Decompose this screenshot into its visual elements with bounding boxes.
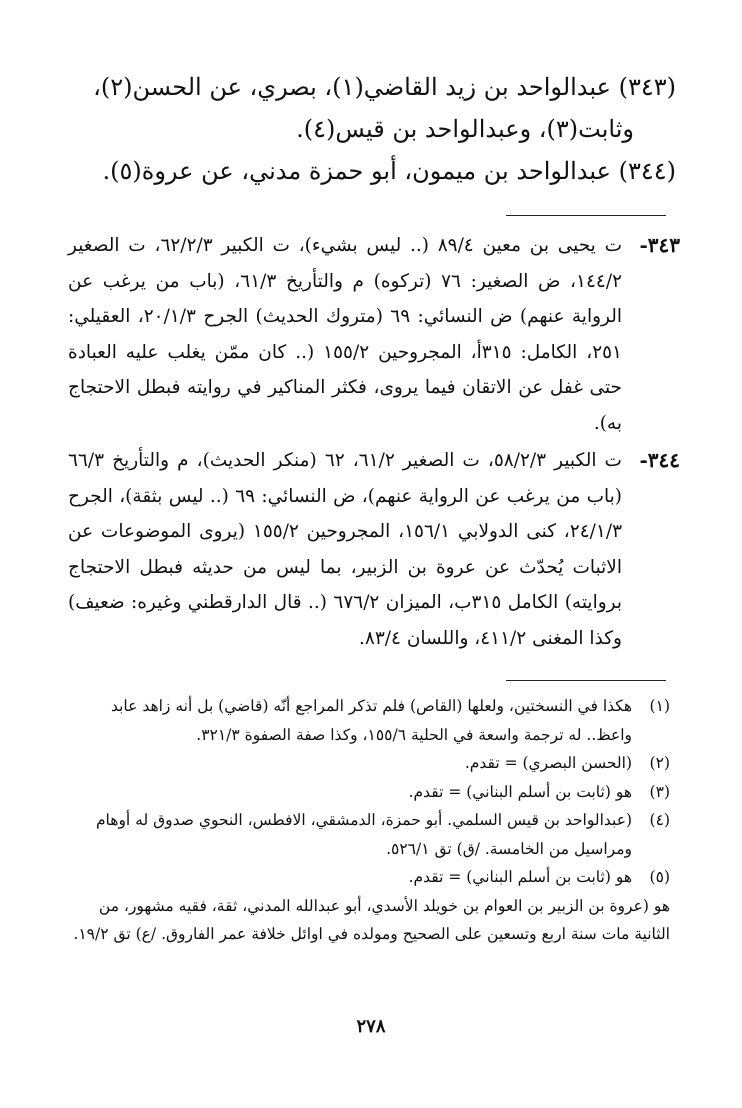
entry-344: [78, 150, 676, 192]
footnote-5-number: (٥): [649, 868, 670, 886]
entry-343-line-1: (٣٤٣) عبدالواحد بن زيد القاضي(١)، بصري، عن الحسن(٢)،: [93, 73, 676, 101]
footnotes: [64, 692, 670, 949]
note-344-number: ٣٤٤-: [639, 448, 680, 472]
note-343-text: ت يحيى بن معين ٨٩/٤ (.. ليس بشيء)، ت الكبير ٦٢/٢/٣، ت الصغير ١٤٤/٢، ض الصغير: ٧٦ (تركوه) م والتأريخ ٦١/٣، (باب من يرغب عن الرواية عنهم) ض النسائي: ٦٩ (متروك الحديث) الجرح ٢٠/١/٣، العقيلي: ٢٥١، الكامل: ٣١٥أ، المجروحين ١٥٥/٢ (.. كان ممّن يغلب عليه العبادة حتى غفل عن الاتقان فيما يروى، فكثر المناكير في روايته فبطل الاحتجاج به).: [68, 235, 623, 434]
note-344-text: ت الكبير ٥٨/٢/٣، ت الصغير ٦١/٢، ٦٢ (منكر الحديث)، م والتأريخ ٦٦/٣ (باب من يرغب عن الرواية عنهم)، ض النسائي: ٦٩ (.. ليس بثقة)، الجرح ٢٤/١/٣، كنى الدولابي ١٥٦/١، المجروحين ١٥٥/٢ (يروى الموضوعات عن الاثبات يُحدّث عن عروة بن الزبير، بما ليس من حديثه فبطل الاحتجاج بروايته) الكامل ٣١٥ب، الميزان ٦٧٦/٢ (.. قال الدارقطني وغيره: ضعيف) وكذا المغنى ٤١١/٢، واللسان ٨٣/٤.: [68, 450, 623, 649]
footnote-3: [64, 778, 670, 807]
footnote-2-number: (٢): [649, 754, 670, 772]
divider-entries: [506, 215, 666, 216]
footnote-2-text: (الحسن البصري) = تقدم.: [464, 754, 632, 772]
footnote-5-continuation: هو (عروة بن الزبير بن العوام بن خويلد الأسدي، أبو عبدالله المدني، ثقة، فقيه مشهور، من الثانية مات سنة اربع وتسعين على الصحيح ومولده في اوائل خلافة عمر الفاروق. /ع) تق ١٩/٢.: [73, 896, 670, 943]
entry-343-line-2: وثابت(٣)، وعبدالواحد بن قيس(٤).: [296, 115, 634, 143]
divider-footnotes: [506, 680, 666, 681]
footnote-4-number: (٤): [649, 811, 670, 829]
note-343: [68, 228, 680, 441]
footnote-3-text: هو (ثابت بن أسلم البناني) = تقدم.: [408, 782, 632, 801]
footnote-5-text: هو (ثابت بن أسلم البناني) = تقدم.: [408, 868, 632, 886]
note-344: [68, 443, 680, 656]
footnote-5: [64, 863, 670, 892]
footnote-1-number: (١): [649, 697, 670, 715]
entry-344-line-1: (٣٤٤) عبدالواحد بن ميمون، أبو حمزة مدني، عن عروة(٥).: [102, 157, 676, 185]
page-number: ٢٧٨: [356, 1016, 386, 1037]
note-343-number: ٣٤٣-: [639, 233, 680, 257]
main-entries: [78, 66, 676, 192]
footnote-1-text: هكذا في النسختين، ولعلها (القاص) فلم تذكر المراجع أنّه (قاضي) بل أنه زاهد عابد واعظ.. له ترجمة واسعة في الحلية ١٥٥/٦، وكذا صفة الصفوة ٣٢١/٣.: [110, 697, 632, 744]
entry-343: [78, 66, 676, 150]
footnote-3-number: (٣): [649, 782, 670, 801]
footnote-4-text: (عبدالواحد بن قيس السلمي. أبو حمزة، الدمشقي، الافطس، النحوي صدوق له أوهام ومراسيل من الخامسة. /ق) تق ٥٢٦/١.: [95, 811, 632, 858]
footnote-2: [64, 749, 670, 778]
takhrij-notes: [68, 228, 680, 658]
footnote-1: [64, 692, 670, 749]
footnote-4: [64, 806, 670, 863]
